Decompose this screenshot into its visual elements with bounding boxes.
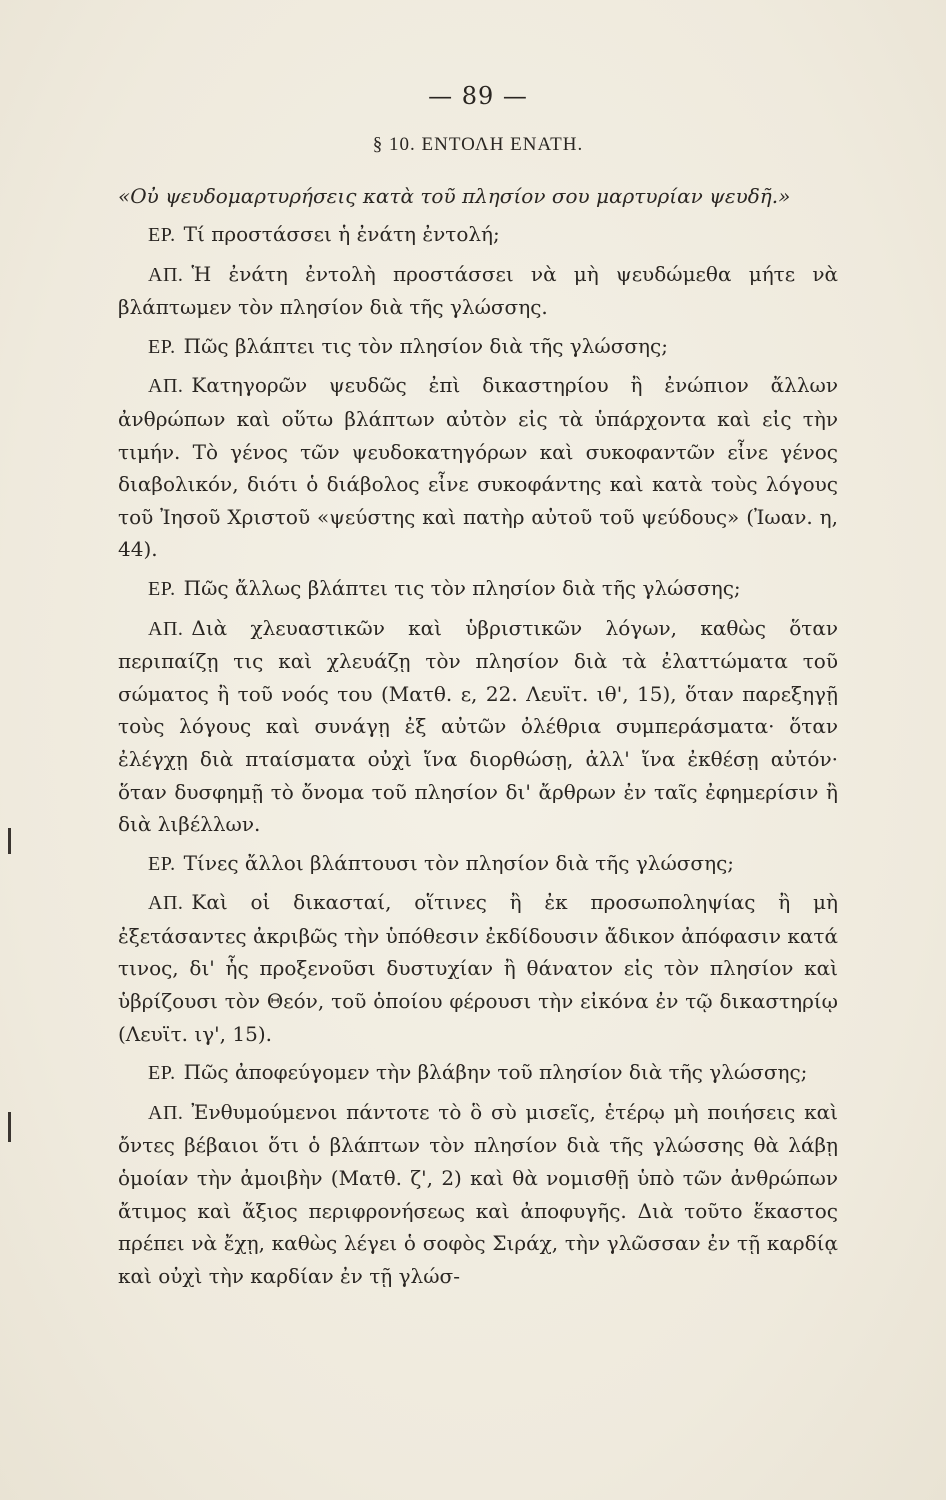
qa-text: Πῶς βλάπτει τις τὸν πλησίον διὰ τῆς γλώσσης; bbox=[183, 333, 668, 358]
qa-entry bbox=[118, 330, 838, 364]
qa-label: ΑΠ. bbox=[148, 375, 184, 398]
qa-entry bbox=[118, 1096, 838, 1293]
qa-text: Πῶς ἀποφεύγομεν τὴν βλάβην τοῦ πλησίον διὰ τῆς γλώσσης; bbox=[183, 1060, 808, 1085]
qa-label: ΕΡ. bbox=[148, 1062, 176, 1085]
qa-label: ΕΡ. bbox=[148, 577, 176, 600]
qa-label: ΕΡ. bbox=[148, 224, 176, 246]
qa-entry bbox=[118, 886, 838, 1050]
qa-label: ΑΠ. bbox=[148, 263, 184, 286]
section-title: § 10. ΕΝΤΟΛΗ ΕΝΑΤΗ. bbox=[372, 134, 584, 155]
qa-text: Καὶ οἱ δικασταί, οἵτινες ἢ ἐκ προσωποληψίας ἢ μὴ ἐξετάσαντες ἀκριβῶς τὴν ὑπόθεσιν ἐκδίδουσιν ἄδικον ἀπόφασιν κατά τινος, δι' ἧς προξενοῦσι δυστυχίαν ἢ θάνατον εἰς τὸν πλησίον καὶ ὑβρίζουσι τὸν Θεόν, τοῦ ὁποίου φέρουσι τὴν εἰκόνα ἐν τῷ δικαστηρίῳ (Λευϊτ. ιγ', 15). bbox=[118, 890, 838, 1046]
qa-label: ΑΠ. bbox=[148, 892, 184, 915]
page-content bbox=[118, 82, 838, 1298]
qa-text: Τί προστάσσει ἡ ἐνάτη ἐντολή; bbox=[183, 222, 500, 246]
qa-text: Τίνες ἄλλοι βλάπτουσι τὸν πλησίον διὰ τῆς γλώσσης; bbox=[183, 850, 735, 875]
qa-label: ΑΠ. bbox=[148, 617, 184, 640]
qa-entry bbox=[118, 369, 838, 566]
qa-text: Διὰ χλευαστικῶν καὶ ὑβριστικῶν λόγων, καθὼς ὅταν περιπαίζῃ τις καὶ χλευάζῃ τὸν πλησίον διὰ τὰ ἐλαττώματα τοῦ σώματος ἢ τοῦ νοός του (Ματθ. ε, 22. Λευϊτ. ιθ', 15), ὅταν παρεξηγῇ τοὺς λόγους καὶ συνάγῃ ἐξ αὐτῶν ὀλέθρια συμπεράσματα· ὅταν ἐλέγχῃ διὰ πταίσματα οὐχὶ ἵνα διορθώσῃ, ἀλλ' ἵνα ἐκθέσῃ αὐτόν· ὅταν δυσφημῇ τὸ ὄνομα τοῦ πλησίον δι' ἄρθρων ἐν ταῖς ἐφημερίσιν ἢ διὰ λιβέλλων. bbox=[118, 615, 838, 837]
qa-label: ΕΡ. bbox=[148, 335, 176, 358]
page-edge-mark bbox=[8, 1112, 11, 1142]
qa-entry bbox=[118, 572, 838, 606]
qa-entry bbox=[118, 258, 838, 324]
qa-label: ΕΡ. bbox=[148, 852, 176, 875]
qa-entry bbox=[118, 612, 838, 841]
page-number: — 89 — bbox=[428, 82, 528, 110]
commandment-quote: «Οὐ ψευδομαρτυρήσεις κατὰ τοῦ πλησίον σου μαρτυρίαν ψευδῆ.» bbox=[118, 184, 791, 208]
qa-text: Πῶς ἄλλως βλάπτει τις τὸν πλησίον διὰ τῆς γλώσσης; bbox=[183, 575, 741, 600]
qa-label: ΑΠ. bbox=[148, 1101, 184, 1124]
qa-text: Ἡ ἐνάτη ἐντολὴ προστάσσει νὰ μὴ ψευδώμεθα μήτε νὰ βλάπτωμεν τὸν πλησίον διὰ τῆς γλώσσης. bbox=[118, 261, 838, 320]
qa-text: Κατηγορῶν ψευδῶς ἐπὶ δικαστηρίου ἢ ἐνώπιον ἄλλων ἀνθρώπων καὶ οὕτω βλάπτων αὐτὸν εἰς τὰ ὑπάρχοντα καὶ εἰς τὴν τιμήν. Τὸ γένος τῶν ψευδοκατηγόρων καὶ συκοφαντῶν εἶνε γένος διαβολικόν, διότι ὁ διάβολος εἶνε συκοφάντης καὶ κατὰ τοὺς λόγους τοῦ Ἰησοῦ Χριστοῦ «ψεύστης καὶ πατὴρ αὐτοῦ τοῦ ψεύδους» (Ἰωαν. η, 44). bbox=[118, 373, 838, 562]
qa-text: Ἐνθυμούμενοι πάντοτε τὸ ὃ σὺ μισεῖς, ἑτέρῳ μὴ ποιήσεις καὶ ὄντες βέβαιοι ὅτι ὁ βλάπτων τὸν πλησίον διὰ τῆς γλώσσης θὰ λάβῃ ὁμοίαν τὴν ἀμοιβὴν (Ματθ. ζ', 2) καὶ θὰ νομισθῇ ὑπὸ τῶν ἀνθρώπων ἄτιμος καὶ ἄξιος περιφρονήσεως καὶ ἀποφυγῆς. Διὰ τοῦτο ἕκαστος πρέπει νὰ ἔχῃ, καθὼς λέγει ὁ σοφὸς Σιράχ, τὴν γλῶσσαν ἐν τῇ καρδίᾳ καὶ οὐχὶ τὴν καρδίαν ἐν τῇ γλώσ- bbox=[118, 1099, 838, 1288]
qa-entry bbox=[118, 1056, 838, 1090]
qa-entry bbox=[118, 847, 838, 881]
page-edge-mark bbox=[8, 828, 11, 854]
qa-entry bbox=[118, 218, 838, 252]
